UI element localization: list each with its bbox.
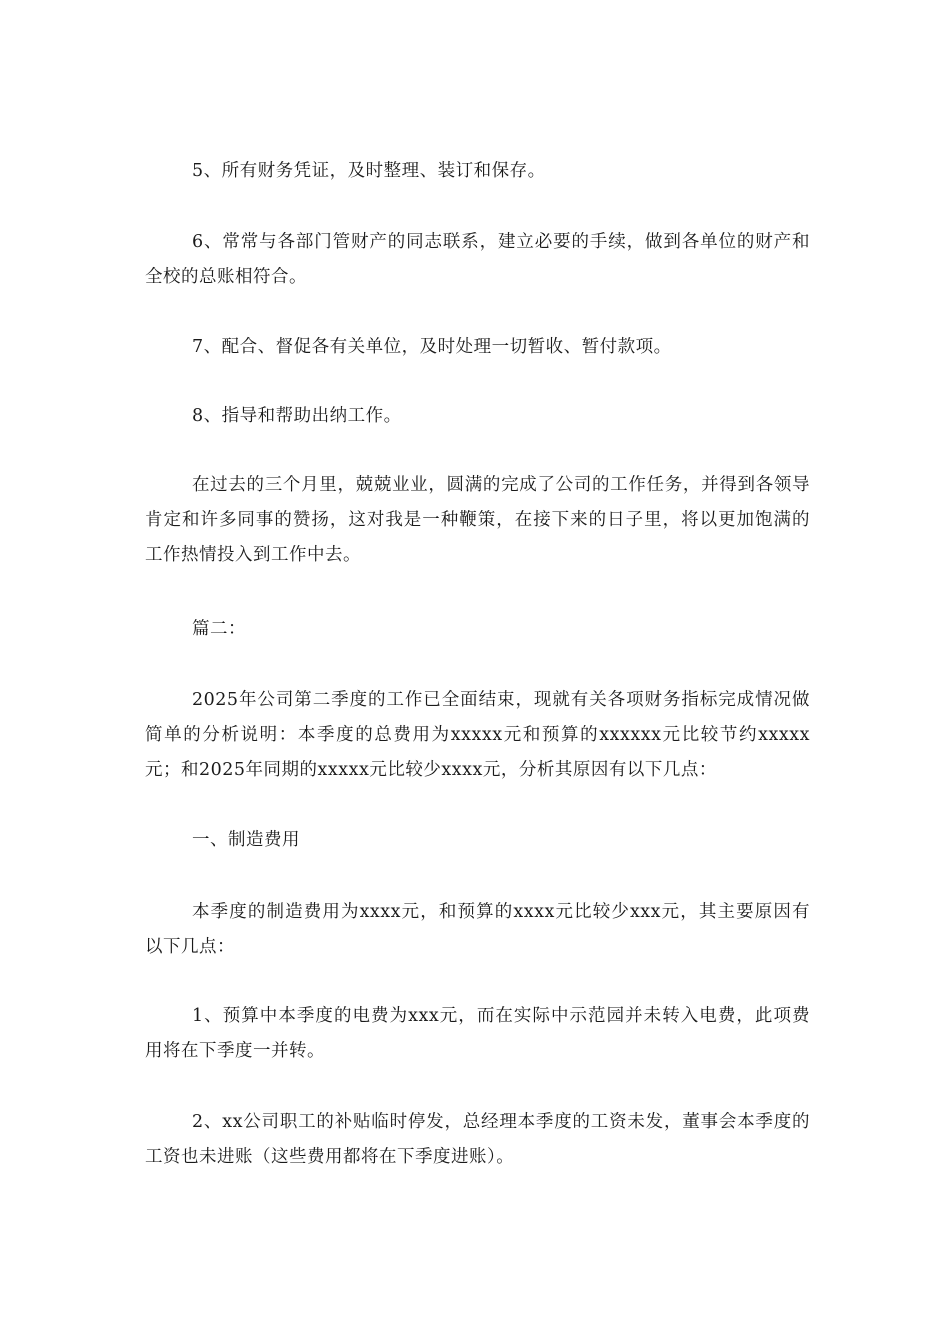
paragraph-manufacturing-cost: 本季度的制造费用为xxxx元，和预算的xxxx元比较少xxx元，其主要原因有以下几点： — [145, 902, 810, 957]
paragraph-item-7: 7、配合、督促各有关单位，及时处理一切暂收、暂付款项。 — [192, 337, 672, 357]
paragraph-item-6: 6、常常与各部门管财产的同志联系，建立必要的手续，做到各单位的财产和全校的总账相符合。 — [145, 232, 810, 287]
paragraph-reason-1: 1、预算中本季度的电费为xxx元，而在实际中示范园并未转入电费，此项费用将在下季度一并转。 — [145, 1006, 810, 1061]
paragraph-reason-2: 2、xx公司职工的补贴临时停发，总经理本季度的工资未发，董事会本季度的工资也未进账（这些费用都将在下季度进账）。 — [145, 1112, 810, 1167]
paragraph-analysis-intro: 2025年公司第二季度的工作已全面结束，现就有关各项财务指标完成情况做简单的分析说明：本季度的总费用为xxxxx元和预算的xxxxxx元比较节约xxxxx元；和2025年同期的xxxxx元比较少xxxx元，分析其原因有以下几点： — [145, 690, 810, 780]
paragraph-summary: 在过去的三个月里，兢兢业业，圆满的完成了公司的工作任务，并得到各领导肯定和许多同事的赞扬，这对我是一种鞭策，在接下来的日子里，将以更加饱满的工作热情投入到工作中去。 — [145, 475, 810, 565]
section-heading-part-two: 篇二： — [192, 619, 246, 639]
paragraph-item-5: 5、所有财务凭证，及时整理、装订和保存。 — [192, 161, 546, 181]
subheading-manufacturing-cost: 一、制造费用 — [192, 830, 300, 850]
paragraph-item-8: 8、指导和帮助出纳工作。 — [192, 406, 402, 426]
